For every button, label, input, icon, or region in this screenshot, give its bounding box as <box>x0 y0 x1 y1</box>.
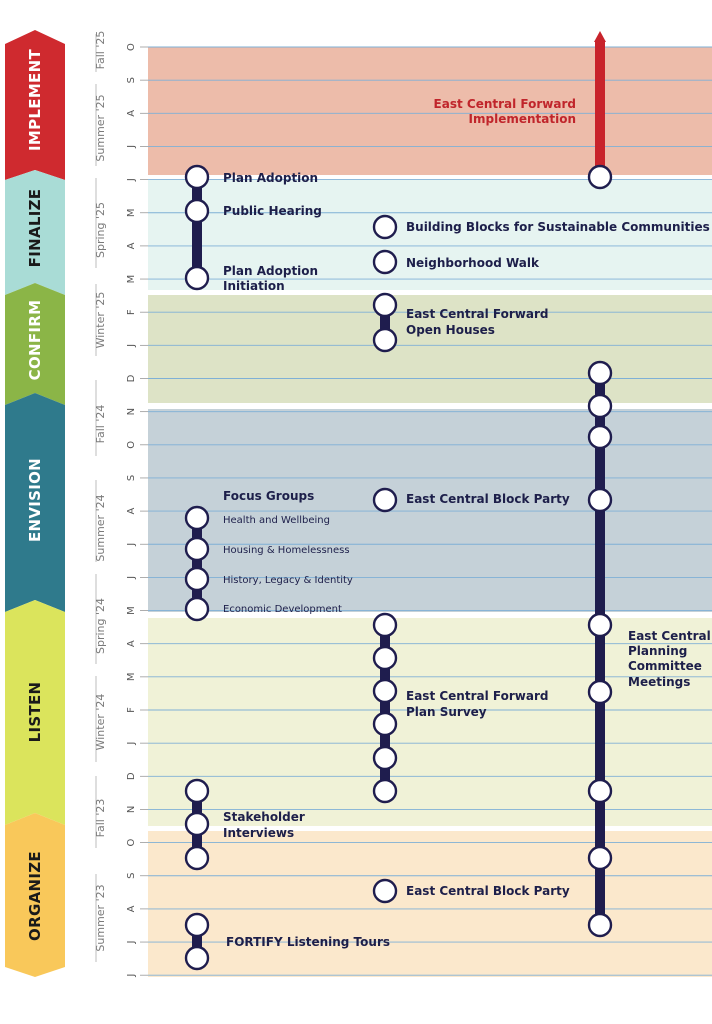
milestone-circle <box>589 166 611 188</box>
plan-survey-label: Plan Survey <box>406 705 487 719</box>
block-party-2023-label: East Central Block Party <box>406 884 570 898</box>
stakeholder-label: Stakeholder <box>223 810 305 824</box>
season-label: Summer '24 <box>94 494 107 562</box>
phase-label-organize: ORGANIZE <box>26 851 44 941</box>
milestone-circle <box>374 329 396 351</box>
milestone-circle <box>589 426 611 448</box>
focus-group-history-label: History, Legacy & Identity <box>223 575 353 586</box>
season-label: Winter '24 <box>94 693 107 751</box>
milestone-circle <box>186 568 208 590</box>
milestone-circle <box>589 780 611 802</box>
milestone-circle <box>186 947 208 969</box>
milestone-circle <box>186 507 208 529</box>
phase-label-implement: IMPLEMENT <box>26 49 44 151</box>
month-label: S <box>126 76 137 84</box>
milestone-circle <box>374 780 396 802</box>
open-houses-label: Open Houses <box>406 323 495 337</box>
month-label: J <box>126 178 137 182</box>
milestone-circle <box>374 747 396 769</box>
listening-tours-label: FORTIFY Listening Tours <box>226 935 390 949</box>
month-label: M <box>126 606 137 615</box>
milestone-circle <box>186 200 208 222</box>
milestone-circle <box>589 362 611 384</box>
band-implement <box>148 47 712 175</box>
month-label: O <box>126 838 137 847</box>
season-label: Spring '24 <box>94 597 107 655</box>
plan-adoption-initiation-label: Initiation <box>223 279 285 293</box>
month-label: A <box>126 109 137 117</box>
committee-label: Committee <box>628 659 702 673</box>
milestone-circle <box>374 251 396 273</box>
month-label: J <box>126 144 137 148</box>
month-label: J <box>126 575 137 579</box>
milestone-circle <box>589 681 611 703</box>
milestone-circle <box>589 847 611 869</box>
month-label: J <box>126 940 137 944</box>
season-axis <box>94 31 107 962</box>
building-blocks-label: Building Blocks for Sustainable Communities <box>406 220 710 234</box>
phase-chevrons <box>5 30 65 977</box>
milestone-circle <box>374 647 396 669</box>
phase-label-finalize: FINALIZE <box>26 188 44 268</box>
plan-adoption-initiation-label: Plan Adoption <box>223 264 319 278</box>
month-axis <box>126 43 137 978</box>
milestone-circle <box>374 294 396 316</box>
connector-focus-groups <box>192 518 202 609</box>
month-label: A <box>126 905 137 913</box>
milestone-circle <box>374 880 396 902</box>
committee-label: East Central <box>628 629 711 643</box>
month-label: S <box>126 872 137 879</box>
public-hearing-label: Public Hearing <box>223 204 322 218</box>
milestone-circle <box>186 780 208 802</box>
block-party-2024-label: East Central Block Party <box>406 492 570 506</box>
committee-label: Meetings <box>628 675 691 689</box>
milestone-circle <box>186 598 208 620</box>
implementation-arrow-head <box>594 31 606 42</box>
plan-survey-label: East Central Forward <box>406 689 549 703</box>
band-organize <box>148 831 712 977</box>
month-label: F <box>126 309 137 316</box>
milestone-circle <box>374 713 396 735</box>
milestone-circle <box>374 680 396 702</box>
milestone-circle <box>186 166 208 188</box>
month-label: N <box>126 805 137 814</box>
season-label: Fall '24 <box>94 404 107 444</box>
milestone-circle <box>186 914 208 936</box>
season-label: Spring '25 <box>94 201 107 259</box>
month-label: J <box>126 973 137 977</box>
connector-committee <box>595 374 605 926</box>
month-label: S <box>126 474 137 482</box>
focus-group-economic-label: Economic Development <box>223 604 342 615</box>
phase-label-envision: ENVISION <box>26 457 44 543</box>
focus-group-health-label: Health and Wellbeing <box>223 515 330 526</box>
month-label: A <box>126 640 137 648</box>
month-label: O <box>126 440 137 449</box>
month-label: J <box>126 741 137 745</box>
milestone-circle <box>589 395 611 417</box>
season-label: Fall '23 <box>94 798 107 838</box>
milestone-circle <box>589 614 611 636</box>
phase-label-confirm: CONFIRM <box>26 299 44 381</box>
implementation-label: East Central Forward <box>433 97 576 111</box>
open-houses-label: East Central Forward <box>406 307 549 321</box>
season-label: Summer '23 <box>94 884 107 952</box>
month-label: A <box>126 507 137 515</box>
month-label: N <box>126 407 137 416</box>
month-label: J <box>126 542 137 546</box>
committee-label: Planning <box>628 644 688 658</box>
implementation-arrow-shaft <box>595 40 605 176</box>
focus-group-housing-label: Housing & Homelessness <box>223 545 350 556</box>
month-label: J <box>126 343 137 347</box>
milestone-circle <box>374 489 396 511</box>
implementation-label: Implementation <box>468 112 576 126</box>
milestone-circle <box>186 847 208 869</box>
phase-label-listen: LISTEN <box>26 681 44 743</box>
plan-adoption-label: Plan Adoption <box>223 171 319 185</box>
neighborhood-walk-label: Neighborhood Walk <box>406 256 539 270</box>
focus-groups-label: Focus Groups <box>223 489 315 503</box>
month-label: M <box>126 672 137 682</box>
month-label: M <box>126 274 137 284</box>
month-label: O <box>126 43 137 51</box>
milestone-circle <box>186 813 208 835</box>
season-label: Fall '25 <box>94 30 107 70</box>
milestone-circle <box>186 267 208 289</box>
milestone-circle <box>374 614 396 636</box>
connector-plan-adoption <box>192 178 202 278</box>
season-label: Summer '25 <box>94 94 107 162</box>
month-label: M <box>126 208 137 218</box>
month-label: F <box>126 707 137 713</box>
month-label: D <box>126 772 137 781</box>
milestone-circle <box>589 489 611 511</box>
milestone-circle <box>374 216 396 238</box>
milestone-circle <box>589 914 611 936</box>
month-label: A <box>126 242 137 250</box>
milestone-circle <box>186 538 208 560</box>
season-label: Winter '25 <box>94 291 107 349</box>
month-label: D <box>126 374 137 383</box>
stakeholder-label: Interviews <box>223 826 295 840</box>
